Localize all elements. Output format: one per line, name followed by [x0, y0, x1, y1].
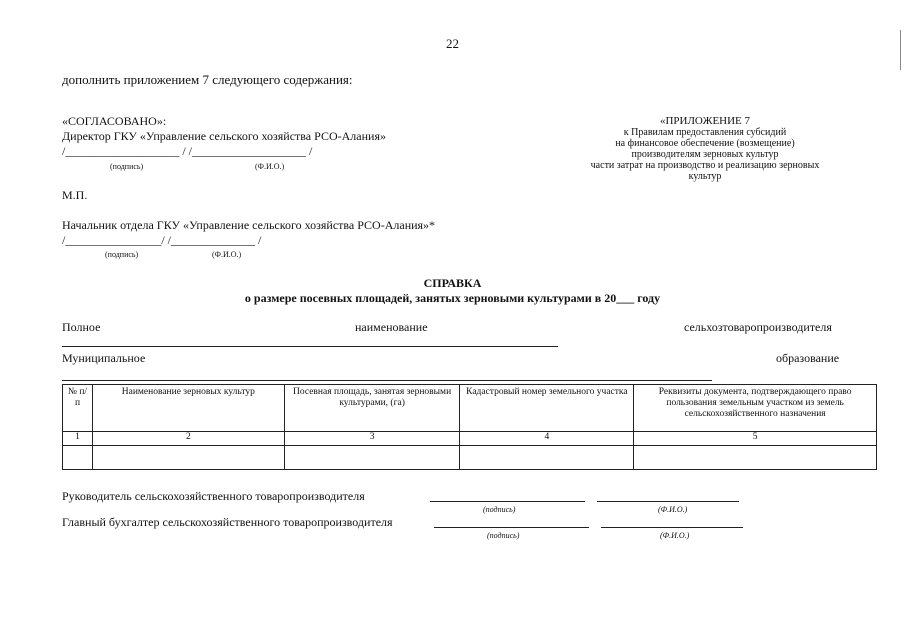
- manager-signature-label: (подпись): [483, 505, 516, 514]
- table-row: [63, 445, 877, 469]
- appendix-line-1: к Правилам предоставления субсидий: [623, 127, 787, 138]
- table-cell[interactable]: [284, 445, 460, 469]
- municipal-underline: [62, 380, 712, 381]
- director-signature-line: /___________________ / /___________________ /: [62, 144, 313, 158]
- manager-name-label: (Ф.И.О.): [658, 505, 688, 514]
- manager-signature-underline: [430, 501, 585, 502]
- col-num-4: 4: [460, 431, 634, 445]
- director-line: Директор ГКУ «Управление сельского хозяйства РСО-Алания»: [62, 129, 386, 143]
- head-of-dept-line: Начальник отдела ГКУ «Управление сельского хозяйства РСО-Алания»*: [62, 218, 436, 232]
- manager-name-underline: [597, 501, 739, 502]
- accountant-name-underline: [601, 527, 743, 528]
- head-signature-line: /________________/ /______________ /: [62, 233, 262, 247]
- full-name-underline: [62, 346, 558, 347]
- certificate-title: СПРАВКА: [423, 276, 482, 290]
- appendix-line-3: производителям зерновых культур: [631, 149, 779, 160]
- agreed-title: «СОГЛАСОВАНО»:: [62, 114, 167, 128]
- appendix-line-4: части затрат на производство и реализацию зерновых: [590, 160, 820, 171]
- appendix-line-5: культур: [688, 171, 722, 182]
- full-name-word-2: наименование: [355, 320, 428, 334]
- manager-label: Руководитель сельскохозяйственного товаропроизводителя: [62, 489, 365, 503]
- accountant-name-label: (Ф.И.О.): [660, 531, 690, 540]
- header-cadastral-number: Кадастровый номер земельного участка: [460, 385, 634, 432]
- table-header-row: [63, 385, 877, 432]
- col-num-2: 2: [92, 431, 284, 445]
- col-num-3: 3: [284, 431, 460, 445]
- table-cell[interactable]: [92, 445, 284, 469]
- intro-line: дополнить приложением 7 следующего содержания:: [62, 72, 353, 87]
- header-document-details: Реквизиты документа, подтверждающего право пользования земельным участком из земель сельскохозяйственного назначения: [634, 385, 877, 432]
- director-signature-label: (подпись): [110, 162, 144, 171]
- head-name-label: (Ф.И.О.): [212, 250, 242, 259]
- header-number: № п/п: [63, 385, 93, 432]
- page-number: 22: [446, 36, 459, 51]
- header-crop-name: Наименование зерновых культур: [92, 385, 284, 432]
- accountant-signature-underline: [434, 527, 589, 528]
- header-sown-area: Посевная площадь, занятая зерновыми культурами, (га): [284, 385, 460, 432]
- appendix-block: [560, 115, 850, 182]
- full-name-word-3: сельхозтоваропроизводителя: [684, 320, 832, 334]
- table-number-row: [63, 431, 877, 445]
- accountant-signature-label: (подпись): [487, 531, 520, 540]
- crop-area-table: [62, 384, 877, 470]
- table-cell[interactable]: [634, 445, 877, 469]
- table-cell[interactable]: [460, 445, 634, 469]
- table-cell[interactable]: [63, 445, 93, 469]
- municipal-word-1: Муниципальное: [62, 351, 146, 365]
- appendix-title: «ПРИЛОЖЕНИЕ 7: [659, 115, 751, 127]
- accountant-label: Главный бухгалтер сельскохозяйственного товаропроизводителя: [62, 515, 393, 529]
- col-num-5: 5: [634, 431, 877, 445]
- head-signature-label: (подпись): [105, 250, 139, 259]
- municipal-word-2: образование: [776, 351, 840, 365]
- scan-edge-mark: [900, 30, 901, 70]
- stamp-label: М.П.: [62, 188, 88, 202]
- col-num-1: 1: [63, 431, 93, 445]
- certificate-subtitle: о размере посевных площадей, занятых зерновыми культурами в 20___ году: [244, 291, 661, 305]
- director-name-label: (Ф.И.О.): [255, 162, 285, 171]
- full-name-word-1: Полное: [62, 320, 101, 334]
- appendix-line-2: на финансовое обеспечение (возмещение): [615, 138, 795, 149]
